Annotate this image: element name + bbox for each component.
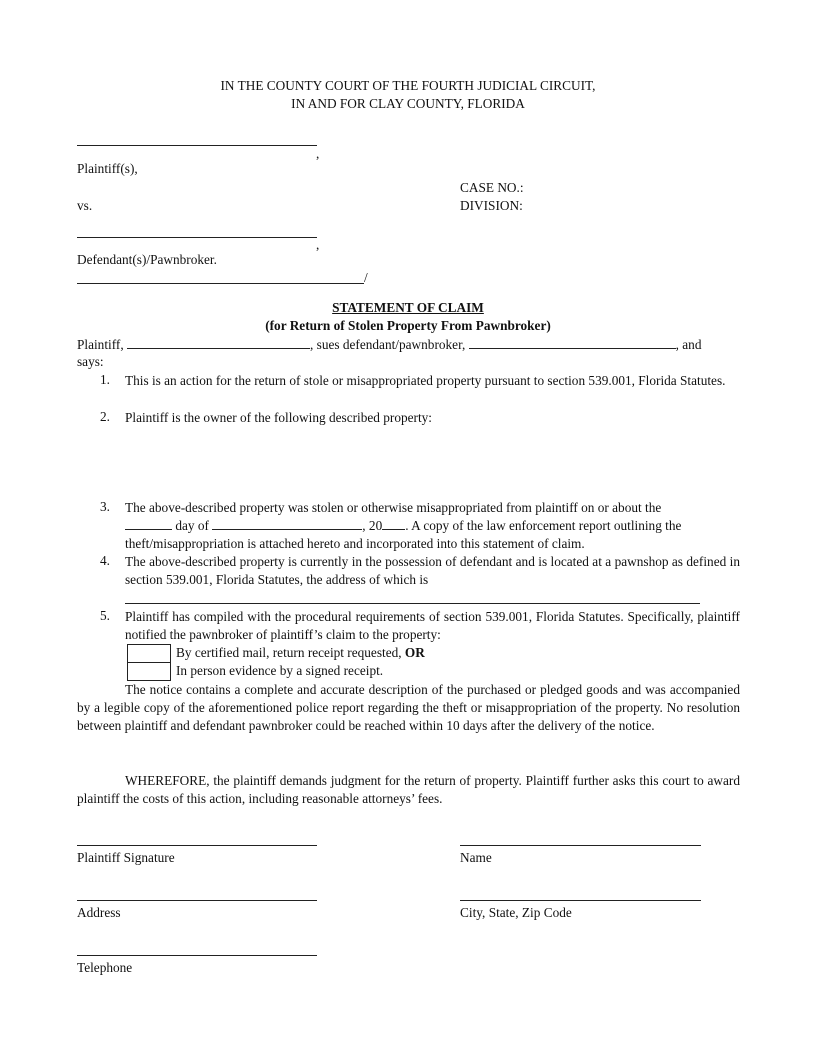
certified-mail-option: [176, 645, 425, 661]
item-3-line1: The above-described property was stolen or otherwise misappropriated from plaintiff on or about the: [125, 500, 662, 515]
address-line[interactable]: [77, 900, 317, 901]
certified-mail-checkbox[interactable]: [127, 644, 171, 663]
month-blank[interactable]: [212, 517, 362, 530]
city-state-zip-line[interactable]: [460, 900, 701, 901]
item-3-number: 3.: [100, 499, 110, 514]
item-1-text: This is an action for the return of stole or misappropriated property pursuant to section 539.001, Florida Statutes.: [125, 373, 726, 388]
plaintiff-signature-line[interactable]: [77, 845, 317, 846]
case-no-label: CASE NO.:: [460, 180, 524, 195]
intro-sues: , sues defendant/pawnbroker,: [310, 337, 466, 352]
name-line[interactable]: [460, 845, 701, 846]
caption-end-slash: /: [364, 270, 368, 285]
intro-line: [77, 336, 701, 353]
document-subtitle: (for Return of Stolen Property From Pawnbroker): [265, 318, 551, 333]
intro-plaintiff: Plaintiff,: [77, 337, 124, 352]
intro-says: says:: [77, 354, 104, 369]
telephone-line[interactable]: [77, 955, 317, 956]
caption-end-line: [77, 283, 364, 284]
item-5-text: Plaintiff has compiled with the procedural requirements of section 539.001, Florida Statutes. Specifically, plaintiff notified the pawnbroker of plaintiff’s claim to the property:: [125, 609, 740, 642]
city-state-zip-label: City, State, Zip Code: [460, 905, 572, 920]
plaintiff-name-line[interactable]: [77, 145, 317, 146]
or-label: OR: [404, 645, 425, 660]
document-title: STATEMENT OF CLAIM: [332, 300, 484, 315]
item-3-day-of: day of: [175, 518, 209, 533]
item-1-number: 1.: [100, 372, 110, 387]
item-3-line2: [125, 517, 740, 534]
plaintiff-name-blank[interactable]: [127, 336, 310, 349]
name-label: Name: [460, 850, 492, 865]
defendant-comma: ,: [316, 237, 320, 252]
notice-paragraph: The notice contains a complete and accurate description of the purchased or pledged goods and was accompanied by a legible copy of the aforementioned police report regarding the theft or misappropriation of the property. No resolution between plaintiff and defendant pawnbroker could be reached within 10 days after the delivery of the notice.: [77, 682, 740, 733]
certified-mail-label: By certified mail, return receipt requested,: [176, 645, 405, 660]
item-5-number: 5.: [100, 608, 110, 623]
defendant-name-line[interactable]: [77, 237, 317, 238]
division-label: DIVISION:: [460, 198, 523, 213]
plaintiff-comma: ,: [316, 146, 320, 161]
day-blank[interactable]: [125, 517, 172, 530]
item-4-text: The above-described property is currently in the possession of defendant and is located at a pawnshop as defined in section 539.001, Florida Statutes, the address of which is: [125, 554, 740, 587]
year-blank[interactable]: [382, 517, 405, 530]
defendant-name-blank[interactable]: [469, 336, 676, 349]
in-person-checkbox[interactable]: [127, 662, 171, 681]
item-2-number: 2.: [100, 409, 110, 424]
court-header-line1: IN THE COUNTY COURT OF THE FOURTH JUDICIAL CIRCUIT,: [220, 78, 596, 93]
item-3-copy: . A copy of the law enforcement report outlining the: [405, 518, 682, 533]
item-2-text: Plaintiff is the owner of the following described property:: [125, 410, 432, 425]
pawnshop-address-line[interactable]: [125, 603, 700, 604]
court-header-line2: IN AND FOR CLAY COUNTY, FLORIDA: [291, 96, 525, 111]
intro-and: , and: [675, 337, 702, 352]
defendant-label: Defendant(s)/Pawnbroker.: [77, 252, 217, 267]
address-label: Address: [77, 905, 121, 920]
item-3-line3: theft/misappropriation is attached hereto and incorporated into this statement of claim.: [125, 536, 585, 551]
wherefore-paragraph: WHEREFORE, the plaintiff demands judgment for the return of property. Plaintiff further asks this court to award plaintiff the costs of this action, including reasonable attorneys’ fees.: [77, 773, 740, 806]
telephone-label: Telephone: [77, 960, 133, 975]
plaintiff-label: Plaintiff(s),: [77, 161, 138, 176]
item-3-twenty: , 20: [362, 518, 383, 533]
in-person-label: In person evidence by a signed receipt.: [176, 663, 384, 678]
item-4-number: 4.: [100, 553, 110, 568]
vs-label: vs.: [77, 198, 93, 213]
plaintiff-signature-label: Plaintiff Signature: [77, 850, 175, 865]
